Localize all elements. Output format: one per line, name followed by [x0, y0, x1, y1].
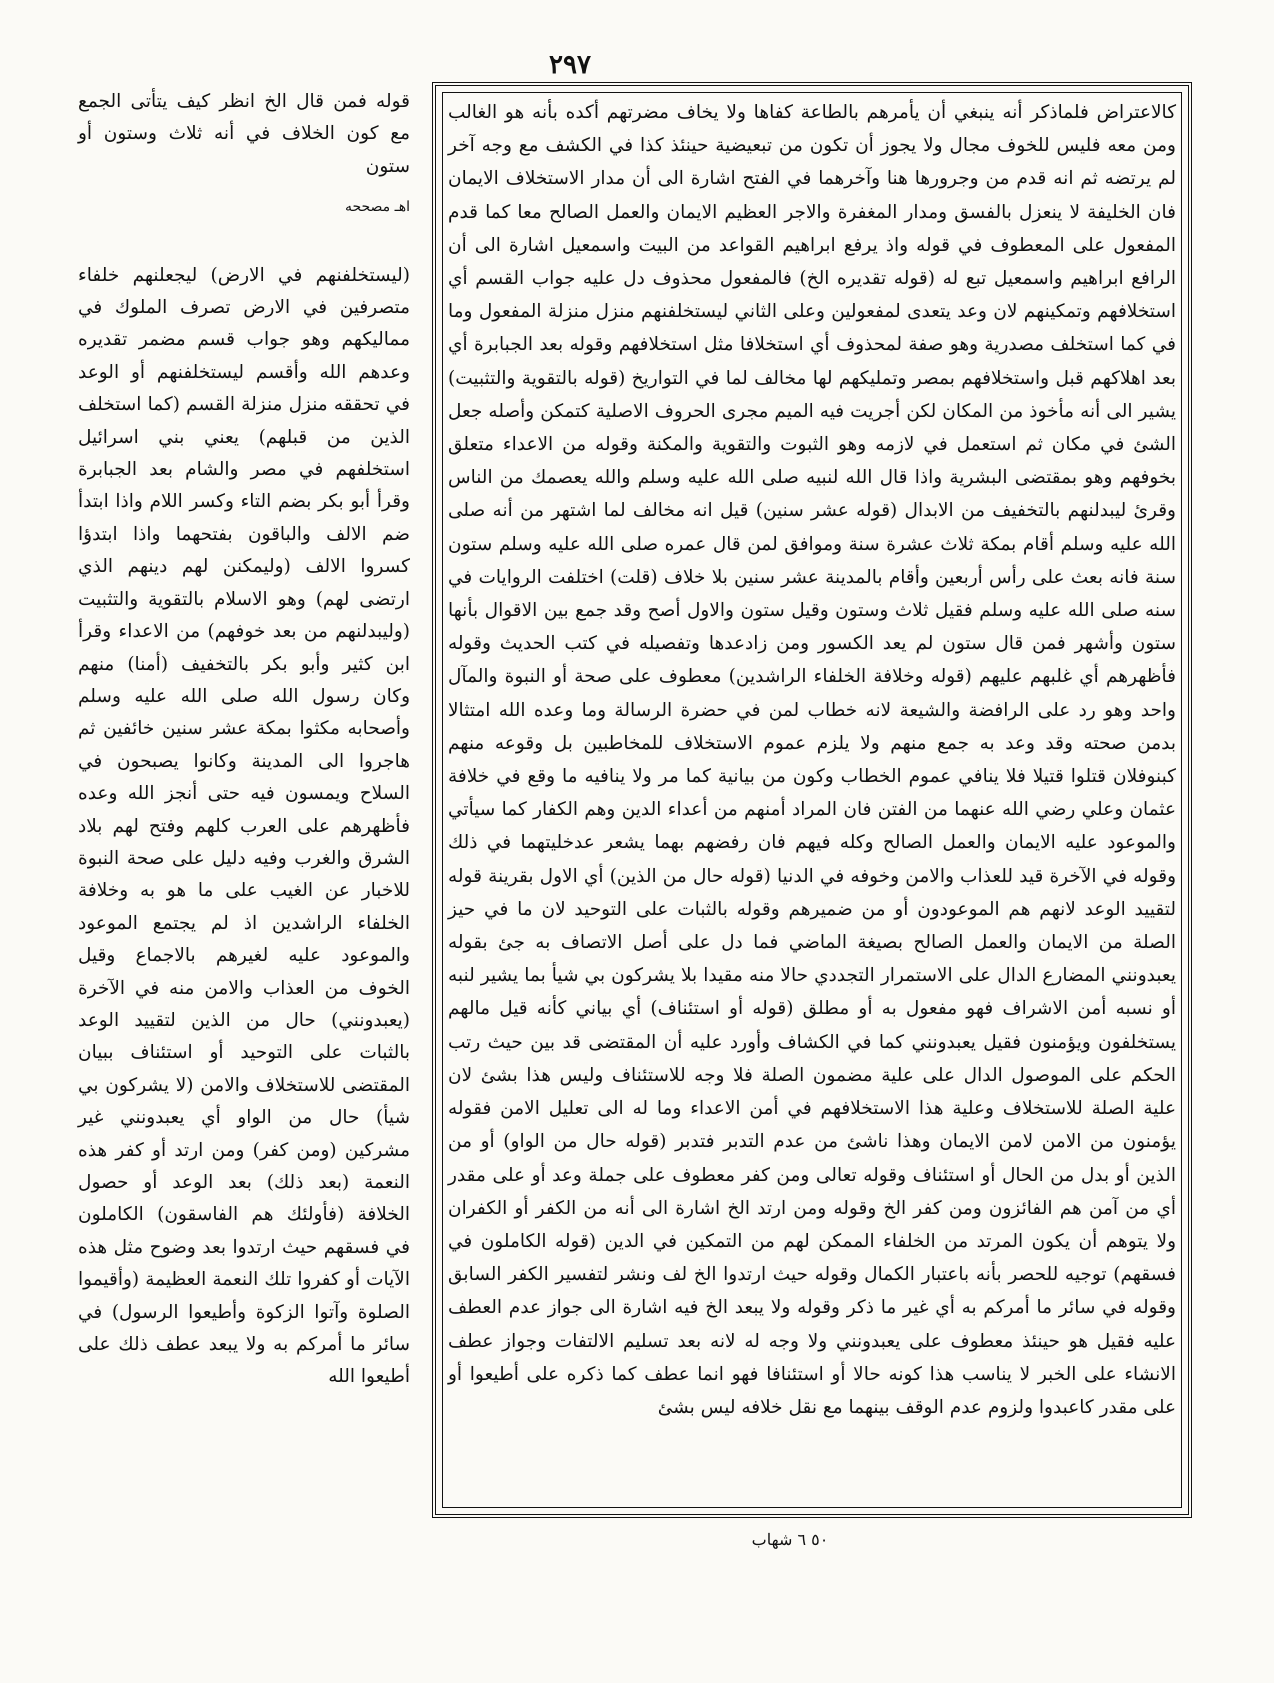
- margin-note: قوله فمن قال الخ انظر كيف يتأتى الجمع مع كون الخلاف في أنه ثلاث وستون أو ستون: [78, 91, 410, 177]
- main-commentary: [448, 96, 1176, 1424]
- main-commentary-text: كالاعتراض فلماذكر أنه ينبغي أن يأمرهم بالطاعة كفاها ولا يخاف مضرتهم أكده بأنه هو الغالب ومن معه فليس للخوف مجال ولا يجوز أن تكون من تبعيضية حينئذ كذا في الكشف مع وجه آخر لم يرتضه ثم انه قدم من وجرورها هنا وآخرهما في الفتح اشارة الى أن مدار الاستخلاف الايمان فان الخليفة لا ينعزل بالفسق ومدار المغفرة والاجر العظيم الايمان والعمل الصالح معا كما قدم المفعول على المعطوف في قوله واذ يرفع ابراهيم القواعد من البيت واسمعيل اشارة الى أن الرافع ابراهيم واسمعيل تبع له (قوله تقديره الخ) فالمفعول محذوف دل عليه جواب القسم أي استخلافهم وتمكينهم لان وعد يتعدى لمفعولين وعلى الثاني ليستخلفنهم منزل منزلة المفعول وما في كما استخلف مصدرية وهو صفة لمحذوف أي استخلافا مثل استخلافهم وقوله بعد الجبابرة أي بعد اهلاكهم قبل واستخلافهم بمصر وتمليكهم لها مخالف لما في التواريخ (قوله بالتقوية والتثبيت) يشير الى أنه مأخوذ من المكان لكن أجريت فيه الميم مجرى الحروف الاصلية كتمكن وأصله جعل الشئ في مكان ثم استعمل في لازمه وهو الثبوت والتقوية والمكنة وقوله من الاعداء متعلق بخوفهم وهو بمقتضى البشرية واذا قال الله لنبيه صلى الله عليه وسلم والله يعصمك من الناس وقرئ ليبدلنهم بالتخفيف من الابدال (قوله عشر سنين) قيل انه مخالف لما اشتهر من أنه صلى الله عليه وسلم أقام بمكة ثلاث عشرة سنة وموافق لمن قال عمره صلى الله عليه وسلم ستون سنة فانه بعث على رأس أربعين وأقام بالمدينة عشر سنين بلا خلاف (قلت) اختلفت الروايات في سنه صلى الله عليه وسلم فقيل ثلاث وستون وقيل ستون والاول أصح وقد جمع بين الاقوال بأنها ستون وأشهر فمن قال ستون لم يعد الكسور ومن زادعدها وتفصيله في كتب الحديث وقوله فأظهرهم أي غلبهم عليهم (قوله وخلافة الخلفاء الراشدين) معطوف على صحة أو النبوة والمآل واحد وهو رد على الرافضة والشيعة لانه خطاب لمن في حضرة الرسالة وما وعده الله امتثالا بدمن صحته وقد وعد به جمع منهم ولا يلزم عموم الاستخلاف للمخاطبين بل وقوعه منهم كبنوفلان قتلوا قتيلا فلا ينافي عموم الخطاب وكون من بيانية كما مر ولا ينافيه ما وقع في خلافة عثمان وعلي رضي الله عنهما من الفتن فان المراد أمنهم من أعداء الدين وهم الكفار كما سيأتي والموعود عليه الايمان والعمل الصالح وكله فيهم فان رفضهم بهما يشعر عدخليتهما في ذلك وقوله في الآخرة قيد للعذاب والامن وخوفه في الدنيا (قوله حال من الذين) أي الاول بقرينة قوله لتقييد الوعد لانهم هم الموعودون أو من ضميرهم وقوله بالثبات على التوحيد لان ما في حيز الصلة من الايمان والعمل الصالح بصيغة الماضي فما دل على أصل الاتصاف به جئ بقوله يعبدونني المضارع الدال على الاستمرار التجددي حالا منه مقيدا بلا يشركون بي شيأ بما يشير لنبه أو نسبه أمن الاشراف فهو مفعول به أو مطلق (قوله أو استئناف) أي بياني كأنه قيل مالهم يستخلفون ويؤمنون فقيل يعبدونني كما في الكشاف وأورد عليه أن المقتضى قد بين حيث رتب الحكم على الموصول الدال على علية مضمون الصلة فلا وجه للاستئناف وليس هذا بشئ لان علية الصلة للاستخلاف وعلية هذا الاستخلافهم في أمن الاعداء وما له الى تعليل الامن فقوله يؤمنون من الامن لامن الايمان وهذا ناشئ من عدم التدبر فتدبر (قوله حال من الواو) أو من الذين أو بدل من الحال أو استئناف وقوله تعالى ومن كفر معطوف على جملة وعد أو على مقدر أي من آمن هم الفائزون ومن كفر الخ وقوله ومن ارتد الخ اشارة الى أنه من الكفر أو الكفران ولا يتوهم أن يكون المرتد من الخلفاء الممكن لهم من التمكين في الدين (قوله الكاملون في فسقهم) توجيه للحصر بأنه باعتبار الكمال وقوله حيث ارتدوا الخ لف ونشر لتفسير الكفر السابق وقوله في سائر ما أمركم به أي غير ما ذكر وقوله ولا يبعد الخ فيه اشارة الى جواز عدم العطف عليه فقيل هو حينئذ معطوف على يعبدونني ولا وجه له لانه بعد تسليم الالتفات وجواز عطف الانشاء على الخبر لا يناسب هذا كونه حالا أو استئنافا فهو انما عطف كما ذكره على أطيعوا أو على مقدر كاعبدوا ولزوم عدم الوقف بينهما مع نقل خلافه ليس بشئ: [448, 102, 1176, 1418]
- margin-commentary-text: (ليستخلفنهم في الارض) ليجعلنهم خلفاء متصرفين في الارض تصرف الملوك في مماليكهم وهو جواب قسم مضمر تقديره وعدهم الله وأقسم ليستخلفنهم أو الوعد في تحققه منزل منزلة القسم (كما استخلف الذين من قبلهم) يعني بني اسرائيل استخلفهم في مصر والشام بعد الجبابرة وقرأ أبو بكر بضم التاء وكسر اللام واذا ابتدأ ضم الالف والباقون بفتحهما واذا ابتدؤا كسروا الالف (وليمكنن لهم دينهم الذي ارتضى لهم) وهو الاسلام بالتقوية والتثبيت (وليبدلنهم من بعد خوفهم) من الاعداء وقرأ ابن كثير وأبو بكر بالتخفيف (أمنا) منهم وكان رسول الله صلى الله عليه وسلم وأصحابه مكثوا بمكة عشر سنين خائفين ثم هاجروا الى المدينة وكانوا يصبحون في السلاح ويمسون فيه حتى أنجز الله وعده فأظهرهم على العرب كلهم وفتح لهم بلاد الشرق والغرب وفيه دليل على صحة النبوة للاخبار عن الغيب على ما هو به وخلافة الخلفاء الراشدين اذ لم يجتمع الموعود والموعود عليه لغيرهم بالاجماع وقيل الخوف من العذاب والامن منه في الآخرة (يعبدونني) حال من الذين لتقييد الوعد بالثبات على التوحيد أو استئناف ببيان المقتضى للاستخلاف والامن (لا يشركون بي شيأ) حال من الواو أي يعبدونني غير مشركين (ومن كفر) ومن ارتد أو كفر هذه النعمة (بعد ذلك) بعد الوعد أو حصول الخلافة (فأولئك هم الفاسقون) الكاملون في فسقهم حيث ارتدوا بعد وضوح مثل هذه الآيات أو كفروا تلك النعمة العظيمة (وأقيموا الصلوة وآتوا الزكوة وأطيعوا الرسول) في سائر ما أمركم به ولا يبعد عطف ذلك على أطيعوا الله: [78, 264, 410, 1388]
- margin-column: [78, 86, 410, 1394]
- margin-note-signature: اهـ مصححه: [344, 199, 410, 216]
- footer-signature: ٥٠ ٦ شهاب: [751, 1530, 829, 1549]
- page-number: ٢٩٧: [549, 50, 591, 80]
